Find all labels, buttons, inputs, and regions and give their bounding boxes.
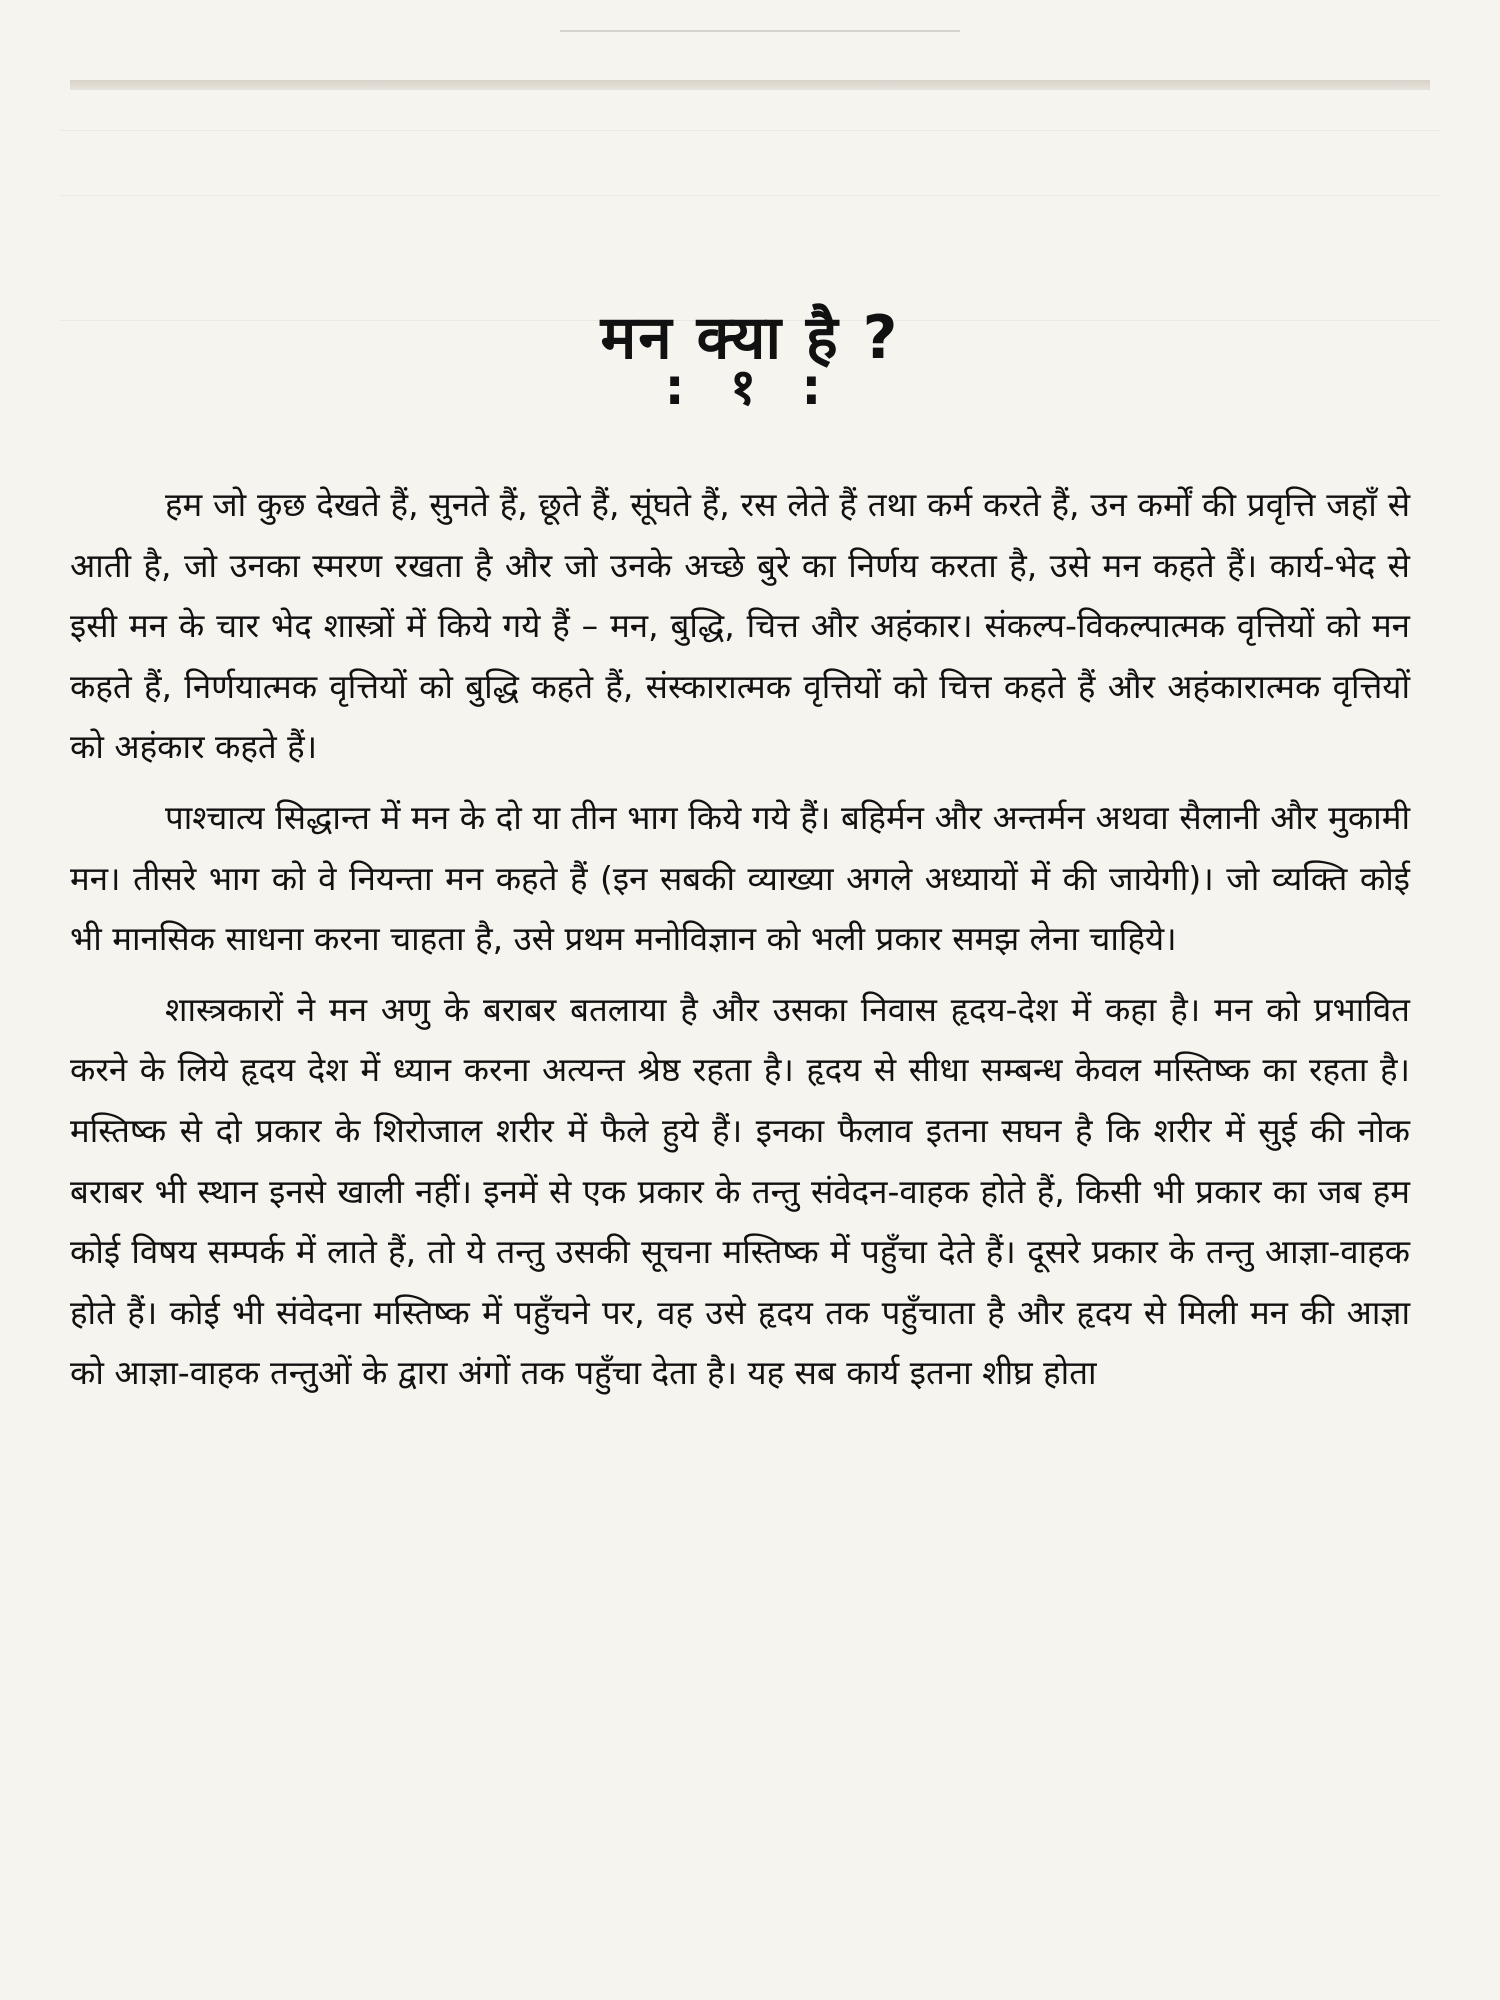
bleed-through-header: [560, 0, 960, 32]
paragraph-3: शास्त्रकारों ने मन अणु के बराबर बतलाया है और उसका निवास हृदय-देश में कहा है। मन को प्रभावित करने के लिये हृदय देश में ध्यान करना अत्यन्त श्रेष्ठ रहता है। हृदय से सीधा सम्बन्ध केवल मस्तिष्क का रहता है। मस्तिष्क से दो प्रकार के शिरोजाल शरीर में फैले हुये हैं। इनका फैलाव इतना सघन है कि शरीर में सुई की नोक बराबर भी स्थान इनसे खाली नहीं। इनमें से एक प्रकार के तन्तु संवेदन-वाहक होते हैं, किसी भी प्रकार का जब हम कोई विषय सम्पर्क में लाते हैं, तो ये तन्तु उसकी सूचना मस्तिष्क में पहुँचा देते हैं। दूसरे प्रकार के तन्तु आज्ञा-वाहक होते हैं। कोई भी संवेदना मस्तिष्क में पहुँचने पर, वह उसे हृदय तक पहुँचाता है और हृदय से मिली मन की आज्ञा को आज्ञा-वाहक तन्तुओं के द्वारा अंगों तक पहुँचा देता है। यह सब कार्य इतना शीघ्र होता: [70, 989, 1410, 1393]
page-title: मन क्या है ?: [600, 303, 900, 374]
paragraph-2: पाश्चात्य सिद्धान्त में मन के दो या तीन भाग किये गये हैं। बहिर्मन और अन्तर्मन अथवा सैलानी और मुकामी मन। तीसरे भाग को वे नियन्ता मन कहते हैं (इन सबकी व्याख्या अगले अध्यायों में की जायेगी)। जो व्यक्ति कोई भी मानसिक साधना करना चाहता है, उसे प्रथम मनोविज्ञान को भली प्रकार समझ लेना चाहिये।: [70, 797, 1410, 959]
chapter-number: : १ :: [664, 358, 836, 416]
bleed-through-line: [60, 195, 1440, 196]
body-text: [70, 475, 1410, 1404]
header-rule: [70, 80, 1430, 90]
bleed-through-line: [60, 130, 1440, 131]
paragraph-1: हम जो कुछ देखते हैं, सुनते हैं, छूते हैं, सूंघते हैं, रस लेते हैं तथा कर्म करते हैं, उन कर्मों की प्रवृत्ति जहाँ से आती है, जो उनका स्मरण रखता है और जो उनके अच्छे बुरे का निर्णय करता है, उसे मन कहते हैं। कार्य-भेद से इसी मन के चार भेद शास्त्रों में किये गये हैं – मन, बुद्धि, चित्त और अहंकार। संकल्प-विकल्पात्मक वृत्तियों को मन कहते हैं, निर्णयात्मक वृत्तियों को बुद्धि कहते हैं, संस्कारात्मक वृत्तियों को चित्त कहते हैं और अहंकारात्मक वृत्तियों को अहंकार कहते हैं।: [70, 485, 1410, 767]
